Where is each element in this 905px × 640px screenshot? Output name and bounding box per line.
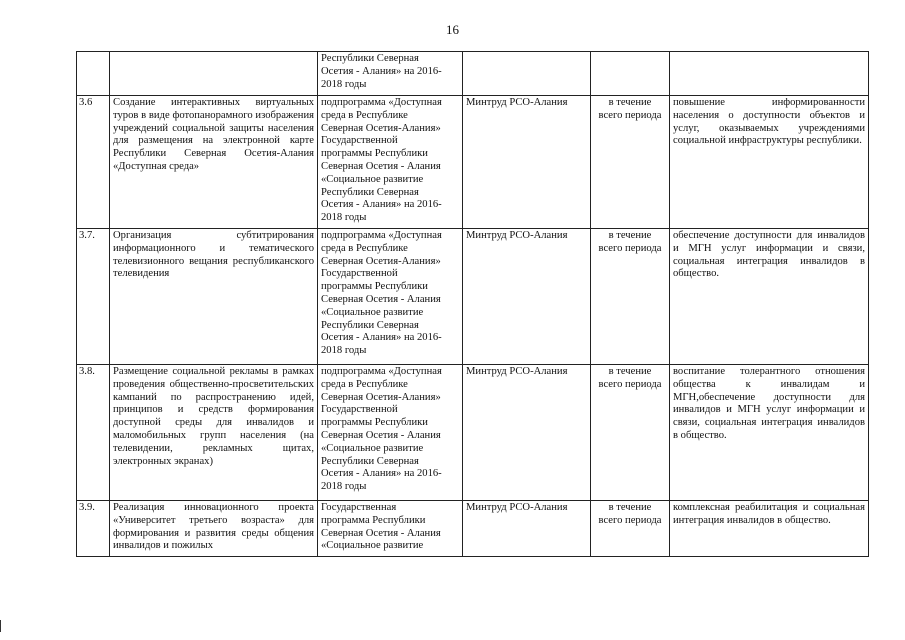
measures-table — [76, 51, 869, 557]
executor: Минтруд РСО-Алания — [463, 96, 591, 229]
table-row — [77, 52, 869, 96]
row-number: 3.9. — [77, 501, 110, 557]
executor: Минтруд РСО-Алания — [463, 229, 591, 365]
page-number: 16 — [446, 22, 459, 37]
term: в течение всего периода — [591, 501, 670, 557]
measure-name: Создание интерактивных виртуальных туров в виде фотопанорамного изображения учреждений социальной защиты населения для размещения на электронной карте Республики Северная Осетия-Алания «Доступная среда» — [110, 96, 318, 229]
measure-name — [110, 52, 318, 96]
row-number: 3.8. — [77, 365, 110, 501]
table-row — [77, 229, 869, 365]
program-name: Республики Северная Осетия - Алания» на 2016- 2018 годы — [318, 52, 463, 96]
term: в течение всего периода — [591, 96, 670, 229]
expected-result: воспитание толерантного отношения общества к инвалидам и МГН,обеспечение доступности для инвалидов и МГН услуг информации и связи, социальная интеграция инвалидов в общество. — [670, 365, 869, 501]
executor: Минтруд РСО-Алания — [463, 365, 591, 501]
row-number: 3.6 — [77, 96, 110, 229]
row-number: 3.7. — [77, 229, 110, 365]
program-name: подпрограмма «Доступная среда в Республике Северная Осетия-Алания» Государственной программы Республики Северная Осетия - Алания «Социальное развитие Республики Северная Осетия - Алания» на 2016- 2018 годы — [318, 96, 463, 229]
table-row — [77, 365, 869, 501]
expected-result: повышение информированности населения о доступности объектов и услуг, оказываемых учреждениями социальной инфраструктуры республики. — [670, 96, 869, 229]
term — [591, 52, 670, 96]
executor: Минтруд РСО-Алания — [463, 501, 591, 557]
expected-result: обеспечение доступности для инвалидов и МГН услуг информации и связи, социальная интеграция инвалидов в общество. — [670, 229, 869, 365]
program-name: Государственная программа Республики Северная Осетия - Алания «Социальное развитие — [318, 501, 463, 557]
program-name: подпрограмма «Доступная среда в Республике Северная Осетия-Алания» Государственной программы Республики Северная Осетия - Алания «Социальное развитие Республики Северная Осетия - Алания» на 2016- 2018 годы — [318, 229, 463, 365]
executor — [463, 52, 591, 96]
row-number — [77, 52, 110, 96]
measure-name: Реализация инновационного проекта «Университет третьего возраста» для формирования и развития среды общения инвалидов и пожилых — [110, 501, 318, 557]
table-row — [77, 96, 869, 229]
expected-result: комплексная реабилитация и социальная интеграция инвалидов в общество. — [670, 501, 869, 557]
program-name: подпрограмма «Доступная среда в Республике Северная Осетия-Алания» Государственной программы Республики Северная Осетия - Алания «Социальное развитие Республики Северная Осетия - Алания» на 2016- 2018 годы — [318, 365, 463, 501]
expected-result — [670, 52, 869, 96]
term: в течение всего периода — [591, 365, 670, 501]
term: в течение всего периода — [591, 229, 670, 365]
measure-name: Организация субтитрирования информационного и тематического телевизионного вещания республиканского телевидения — [110, 229, 318, 365]
measure-name: Размещение социальной рекламы в рамках проведения общественно-просветительских кампаний по распространению идей, принципов и средств формирования доступной среды для инвалидов и маломобильных групп населения (на телевидении, рекламных щитах, электронных экранах) — [110, 365, 318, 501]
scan-edge-mark — [0, 620, 1, 632]
table-row — [77, 501, 869, 557]
